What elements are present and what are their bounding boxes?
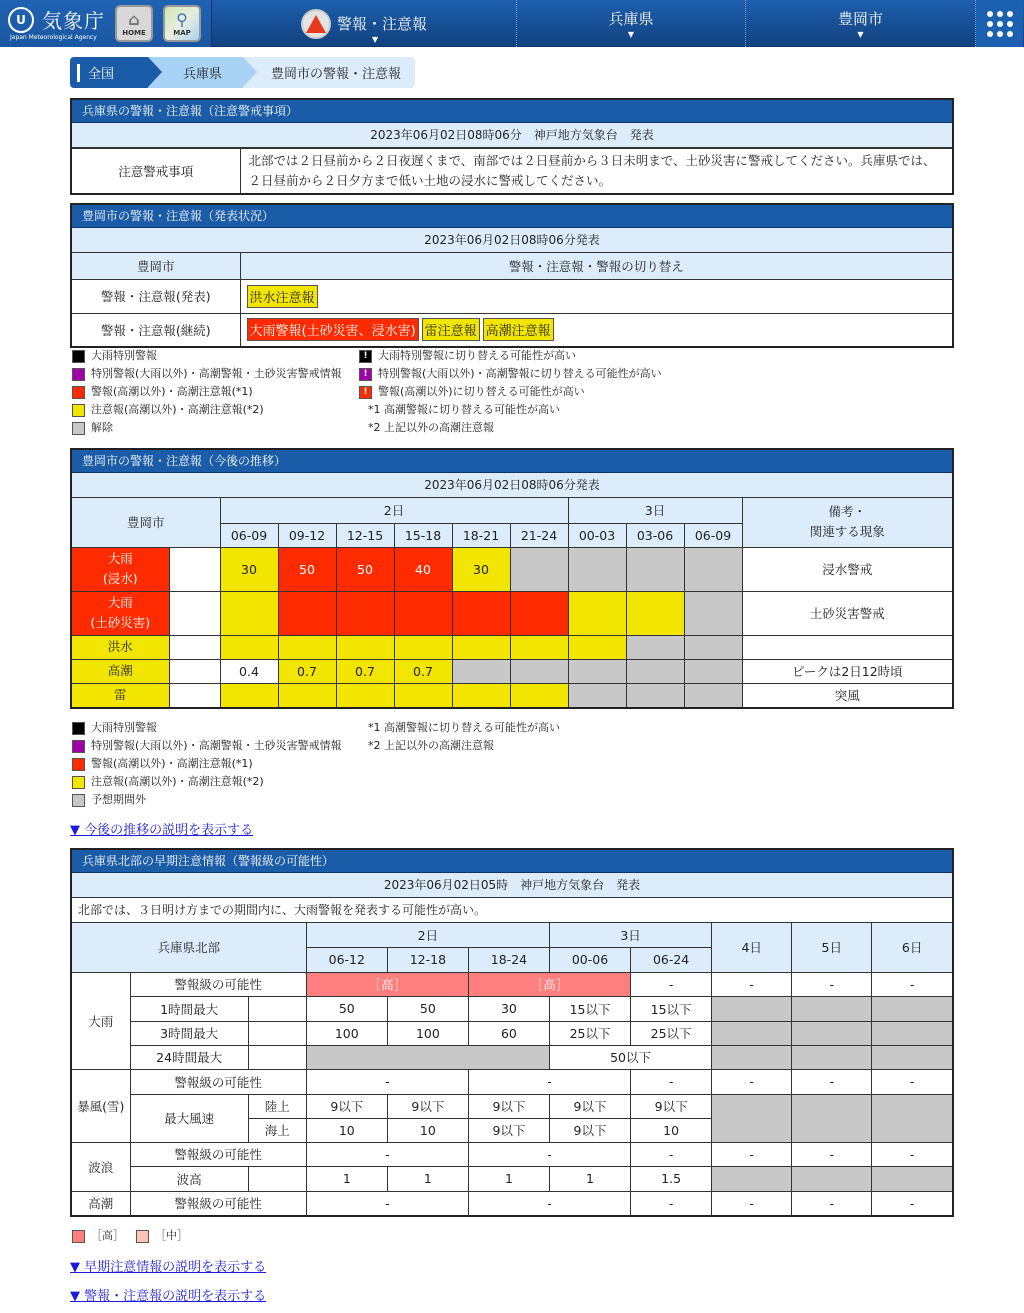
na-cell [872,1021,952,1045]
pref-warning-section [70,98,954,195]
forecast-cell: 50 [278,547,336,591]
forecast-cell [336,591,394,635]
breadcrumb-current [243,57,415,88]
row-label: 注意警戒事項 [72,149,240,194]
top-nav-bar [0,0,1024,47]
value-cell: 25以下 [631,1021,712,1045]
value-cell: 9以下 [468,1094,549,1118]
forecast-cell [336,635,394,659]
empty-cell [169,635,220,659]
breadcrumb-national[interactable] [70,57,148,88]
early-explanation-link[interactable]: ▼ 早期注意情報の説明を表示する [70,1260,267,1275]
logo-text: 気象庁 [42,9,105,33]
possibility-cell: - [468,1069,630,1094]
possibility-cell: - [631,1069,712,1094]
possibility-cell: - [712,1069,792,1094]
nav-tab-city[interactable] [746,0,976,47]
slot-header: 00-03 [568,523,626,547]
home-label: HOME [122,29,146,37]
tag-cell [240,279,952,313]
breadcrumb-bar [77,64,80,82]
na-cell [872,1094,952,1142]
legend-swatch [72,758,85,771]
legend-label: 注意報(高潮以外)・高潮注意報(*2) [91,775,264,788]
warning-tag: 洪水注意報 [247,285,318,308]
label-line: 大雨 [107,595,133,610]
section-title: 豊岡市の警報・注意報（今後の推移） [72,450,952,473]
na-cell [712,996,792,1021]
phenomenon-label: 大雨 [72,972,130,1069]
area-header: 豊岡市 [72,498,220,547]
forecast-cell [626,547,684,591]
remark-cell: 突風 [742,683,952,707]
empty-cell [169,591,220,635]
row-label: 警報級の可能性 [130,1069,306,1094]
tag-cell [240,313,952,346]
warning-tag: 雷注意報 [422,318,480,341]
na-cell [712,1045,792,1069]
issued-time: 2023年06月02日08時06分発表 [72,228,952,253]
forecast-cell [626,659,684,683]
forecast-cell [684,591,742,635]
slot-header: 09-12 [278,523,336,547]
value-cell: 10 [387,1118,468,1142]
possibility-cell: - [792,1142,872,1166]
value-cell: 1.5 [631,1166,712,1191]
na-cell [872,1166,952,1191]
label-line: 高潮 [107,663,133,678]
forecast-cell [452,659,510,683]
issued-time: 2023年06月02日05時 神戸地方気象台 発表 [72,873,952,898]
legend-swatch [72,776,85,789]
forecast-cell [394,635,452,659]
row-label: 警報級の可能性 [130,1142,306,1166]
possibility-cell: - [792,1069,872,1094]
slot-header: 06-09 [684,523,742,547]
forecast-cell [568,635,626,659]
forecast-cell [684,547,742,591]
map-pin-icon: ⚲ [176,10,188,29]
legend-swatch [72,350,85,363]
value-cell: 100 [387,1021,468,1045]
row-label: 1時間最大 [130,996,248,1021]
possibility-cell: - [792,1191,872,1215]
legend-label: 特別警報(大雨以外)・高潮警報・土砂災害警戒情報 [91,367,342,380]
row-label: 警報級の可能性 [130,972,306,996]
legend-swatch [72,722,85,735]
legend-label: *1 高潮警報に切り替える可能性が高い [368,721,560,734]
legend-swatch [72,368,85,381]
value-cell: 60 [468,1021,549,1045]
forecast-cell [510,659,568,683]
trend-section [70,448,954,709]
value-cell: 9以下 [549,1094,630,1118]
legend-label: 警報(高潮以外)・高潮注意報(*1) [91,757,253,770]
empty-cell [169,683,220,707]
row-label: 波高 [130,1166,248,1191]
phenomenon-label [72,547,169,591]
forecast-cell [568,659,626,683]
legend-label: 大雨特別警報 [91,349,157,362]
slot-header: 06-09 [220,523,278,547]
value-cell: 9以下 [631,1094,712,1118]
value-cell: 50 [387,996,468,1021]
issued-time: 2023年06月02日08時06分発表 [72,473,952,498]
possibility-cell: - [792,972,872,996]
empty-cell [248,1021,306,1045]
remarks-header [742,498,952,547]
forecast-cell [336,683,394,707]
legend-swatch [72,422,85,435]
value-cell: 9以下 [468,1118,549,1142]
legend-label: 予想期間外 [91,793,146,806]
forecast-cell: 0.4 [220,659,278,683]
menu-dot-icon [1007,21,1013,27]
row-label: 警報・注意報(継続) [72,313,240,346]
day-header: 5日 [792,923,872,972]
trend-row [72,591,952,635]
menu-dot-icon [987,31,993,37]
possibility-cell: - [306,1191,468,1215]
phenomenon-label [72,591,169,635]
possibility-cell: - [306,1142,468,1166]
forecast-cell [220,683,278,707]
slot-header: 00-06 [549,947,630,972]
na-cell [872,996,952,1021]
menu-dot-icon [997,21,1003,27]
menu-dot-icon [1007,11,1013,17]
value-cell: 9以下 [549,1118,630,1142]
warning-tag: 高潮注意報 [483,318,554,341]
legend-label: 特別警報(大雨以外)・高潮警報・土砂災害警戒情報 [91,739,342,752]
forecast-cell [278,635,336,659]
forecast-cell [684,683,742,707]
caution-text: 北部では２日昼前から２日夜遅くまで、南部では２日昼前から３日未明まで、土砂災害に警戒してください。兵庫県では、２日昼前から２日夕方まで低い土地の浸水に警戒してください。 [240,149,952,194]
sub-label: 陸上 [248,1094,306,1118]
possibility-cell: - [872,972,952,996]
legend-status-left [72,347,342,437]
value-cell: 10 [306,1118,387,1142]
nav-tab-label: 兵庫県 [608,10,654,28]
phenomenon-label [72,683,169,707]
forecast-cell: 50 [336,547,394,591]
section-title: 兵庫県の警報・注意報（注意警戒事項） [72,100,952,123]
chevron-down-icon: ▼ [372,35,379,44]
possibility-cell: ［高］ [306,972,468,996]
row-label: 最大風速 [130,1094,248,1142]
status-section [70,203,954,348]
forecast-cell [510,591,568,635]
menu-dot-icon [987,11,993,17]
value-cell: 30 [468,996,549,1021]
remark-cell: 浸水警戒 [742,547,952,591]
day-header: 3日 [549,923,711,947]
trend-row [72,659,952,683]
forecast-cell [568,547,626,591]
possibility-cell: - [712,1142,792,1166]
house-icon: ⌂ [128,10,140,29]
breadcrumb-label: 兵庫県 [182,67,222,82]
grid-menu-button[interactable] [976,0,1023,47]
forecast-cell [510,635,568,659]
forecast-cell [452,683,510,707]
possibility-cell: - [631,972,712,996]
nav-tab-label: 豊岡市 [837,10,883,28]
row-label: 警報級の可能性 [130,1191,306,1215]
warning-explanation-link[interactable]: ▼ 警報・注意報の説明を表示する [70,1289,267,1304]
forecast-cell [278,591,336,635]
exclamation-icon: ! [359,368,372,381]
row-label: 3時間最大 [130,1021,248,1045]
breadcrumb-prefecture[interactable] [148,57,243,88]
label-line: 雷 [113,687,127,703]
forecast-cell: 0.7 [278,659,336,683]
remark-cell: ピークは2日12時頃 [742,659,952,683]
legend-label: ［高］ [91,1229,124,1242]
exclamation-icon: ! [359,386,372,399]
legend-label: 大雨特別警報に切り替える可能性が高い [378,349,576,362]
label-line: 大雨 [107,551,133,566]
warning-map-icon [301,9,331,39]
map-label: MAP [173,29,191,37]
nav-tab-label: 警報・注意報 [336,15,427,33]
empty-cell [248,996,306,1021]
forecast-cell [394,683,452,707]
value-cell: 15以下 [549,996,630,1021]
trend-row [72,683,952,707]
legend-possibility [72,1227,188,1245]
day-header: 4日 [712,923,792,972]
legend-label: 解除 [91,421,113,434]
forecast-cell [568,683,626,707]
value-cell: 9以下 [387,1094,468,1118]
slot-header: 18-21 [452,523,510,547]
early-warning-section [70,848,954,1217]
empty-cell [169,659,220,683]
label-line: 洪水 [107,639,133,654]
na-cell [712,1021,792,1045]
possibility-cell: - [468,1142,630,1166]
legend-label: 警報(高潮以外)・高潮注意報(*1) [91,385,253,398]
forecast-cell: 30 [220,547,278,591]
legend-swatch [72,404,85,417]
value-cell: 100 [306,1021,387,1045]
forecast-cell [452,635,510,659]
forecast-cell [684,659,742,683]
remark-cell: 土砂災害警戒 [742,591,952,635]
legend-trend-right [368,719,560,755]
legend-swatch-high [72,1230,85,1243]
value-cell: 9以下 [306,1094,387,1118]
forecast-cell [626,635,684,659]
forecast-cell [626,683,684,707]
row-label: 警報・注意報(発表) [72,279,240,313]
legend-swatch [72,794,85,807]
day-header: 3日 [568,498,742,523]
slot-header: 03-06 [626,523,684,547]
possibility-cell: - [872,1191,952,1215]
value-cell: 25以下 [549,1021,630,1045]
empty-cell [248,1045,306,1069]
label-line: (浸水) [102,571,138,586]
possibility-cell: - [631,1142,712,1166]
slot-header: 06-24 [631,947,712,972]
empty-cell [169,547,220,591]
day-header: 2日 [306,923,549,947]
forecast-cell: 40 [394,547,452,591]
legend-label: *1 高潮警報に切り替える可能性が高い [368,403,560,416]
row-label: 24時間最大 [130,1045,248,1069]
day-header: 2日 [220,498,568,523]
legend-label: 特別警報(大雨以外)・高潮警報に切り替える可能性が高い [378,367,662,380]
phenomenon-label: 波浪 [72,1142,130,1191]
na-cell [712,1166,792,1191]
na-cell [792,1045,872,1069]
trend-row [72,635,952,659]
value-cell: 50 [306,996,387,1021]
forecast-cell [278,683,336,707]
logo-subtext: Japan Meteorological Agency [10,34,97,41]
forecast-cell [510,547,568,591]
remarks-header-line: 関連する現象 [809,524,885,540]
possibility-cell: - [306,1069,468,1094]
legend-swatch-mid [136,1230,149,1243]
menu-dot-icon [997,31,1003,37]
breadcrumb [70,57,415,88]
menu-dot-icon [997,11,1003,17]
sub-label: 海上 [248,1118,306,1142]
possibility-cell: - [631,1191,712,1215]
legend-status-right [359,347,662,437]
early-summary: 北部では、３日明け方までの期間内に、大雨警報を発表する可能性が高い。 [72,898,952,923]
phenomenon-label: 高潮 [72,1191,130,1215]
trend-row [72,547,952,591]
forecast-cell [568,591,626,635]
possibility-cell: ［高］ [468,972,630,996]
possibility-cell: - [872,1142,952,1166]
phenomenon-label [72,635,169,659]
jma-logo-icon: U [8,7,34,33]
value-cell: 1 [306,1166,387,1191]
value-cell: 15以下 [631,996,712,1021]
possibility-cell: - [712,972,792,996]
na-cell [792,996,872,1021]
phenomenon-label [72,659,169,683]
value-cell: 1 [387,1166,468,1191]
home-button[interactable] [115,5,153,42]
chevron-down-icon: ▼ [857,30,864,39]
slot-header: 12-18 [387,947,468,972]
legend-label: ［中］ [155,1229,188,1242]
issued-time: 2023年06月02日08時06分 神戸地方気象台 発表 [72,123,952,148]
col-header: 警報・注意報・警報の切り替え [240,253,952,279]
legend-label: 大雨特別警報 [91,721,157,734]
slot-header: 18-24 [468,947,549,972]
value-cell: 1 [549,1166,630,1191]
menu-dot-icon [987,21,993,27]
forecast-cell: 30 [452,547,510,591]
forecast-cell [510,683,568,707]
forecast-cell [684,635,742,659]
area-header: 兵庫県北部 [72,923,306,972]
forecast-cell [220,635,278,659]
forecast-cell: 0.7 [336,659,394,683]
value-cell: 10 [631,1118,712,1142]
legend-label: *2 上記以外の高潮注意報 [368,739,494,752]
nav-tab-prefecture[interactable] [517,0,746,47]
chevron-down-icon: ▼ [627,30,635,39]
na-cell [792,1094,872,1142]
forecast-cell [626,591,684,635]
exclamation-icon: ! [359,350,372,363]
forecast-cell: 0.7 [394,659,452,683]
legend-trend-left [72,719,342,809]
breadcrumb-label: 全国 [88,67,115,82]
section-title: 豊岡市の警報・注意報（発表状況） [72,205,952,228]
forecast-cell [452,591,510,635]
map-button[interactable] [163,5,201,42]
forecast-cell [394,591,452,635]
na-cell [792,1166,872,1191]
possibility-cell: - [468,1191,630,1215]
na-cell [306,1045,549,1069]
na-cell [872,1045,952,1069]
remark-cell [742,635,952,659]
slot-header: 15-18 [394,523,452,547]
legend-label: 注意報(高潮以外)・高潮注意報(*2) [91,403,264,416]
nav-tab-warnings[interactable] [212,0,517,47]
na-cell [712,1094,792,1142]
day-header: 6日 [872,923,952,972]
warning-tag: 大雨警報(土砂災害、浸水害) [247,318,419,341]
label-line: (土砂災害) [90,615,151,630]
legend-swatch [72,386,85,399]
possibility-cell: - [712,1191,792,1215]
trend-explanation-link[interactable]: ▼ 今後の推移の説明を表示する [70,823,254,838]
phenomenon-label: 暴風(雪) [72,1069,130,1142]
value-cell: 1 [468,1166,549,1191]
legend-label: *2 上記以外の高潮注意報 [368,421,494,434]
na-cell [792,1021,872,1045]
section-title: 兵庫県北部の早期注意情報（警報級の可能性） [72,850,952,873]
forecast-cell [220,591,278,635]
col-header: 豊岡市 [72,253,240,279]
legend-swatch [72,740,85,753]
value-cell: 50以下 [549,1045,711,1069]
possibility-cell: - [872,1069,952,1094]
slot-header: 06-12 [306,947,387,972]
breadcrumb-label: 豊岡市の警報・注意報 [270,67,401,82]
empty-cell [248,1166,306,1191]
legend-label: 警報(高潮以外)に切り替える可能性が高い [378,385,585,398]
jma-logo[interactable] [0,0,212,47]
slot-header: 12-15 [336,523,394,547]
menu-dot-icon [1007,31,1013,37]
slot-header: 21-24 [510,523,568,547]
remarks-header-line: 備考・ [828,504,866,520]
